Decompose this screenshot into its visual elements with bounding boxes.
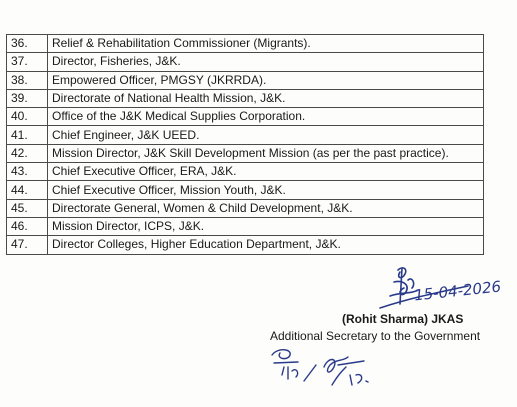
row-text: Directorate of National Health Mission, J&K. xyxy=(48,89,484,107)
officer-name: (Rohit Sharma) JKAS xyxy=(342,312,464,326)
row-text: Mission Director, J&K Skill Development Mission (as per the past practice). xyxy=(48,144,484,162)
row-text: Director, Fisheries, J&K. xyxy=(48,53,484,71)
row-text: Office of the J&K Medical Supplies Corporation. xyxy=(48,108,484,126)
table-row xyxy=(7,163,484,181)
signature-date: 15-04-2026 xyxy=(413,277,502,305)
table-row xyxy=(7,53,484,71)
table-row xyxy=(7,236,484,254)
row-text: Chief Engineer, J&K UEED. xyxy=(48,126,484,144)
table-row xyxy=(7,71,484,89)
table-row xyxy=(7,199,484,217)
row-text: Mission Director, ICPS, J&K. xyxy=(48,217,484,235)
table-row xyxy=(7,217,484,235)
distribution-list-table xyxy=(6,34,484,255)
row-text: Empowered Officer, PMGSY (JKRRDA). xyxy=(48,71,484,89)
row-number: 38. xyxy=(7,71,48,89)
row-number: 44. xyxy=(7,181,48,199)
table-row xyxy=(7,181,484,199)
table-row xyxy=(7,108,484,126)
row-number: 36. xyxy=(7,35,48,53)
table-row xyxy=(7,126,484,144)
table-row xyxy=(7,144,484,162)
row-text: Chief Executive Officer, ERA, J&K. xyxy=(48,163,484,181)
row-number: 47. xyxy=(7,236,48,254)
table-row xyxy=(7,35,484,53)
row-number: 41. xyxy=(7,126,48,144)
row-text: Relief & Rehabilitation Commissioner (Migrants). xyxy=(48,35,484,53)
handwritten-signature xyxy=(350,262,510,322)
row-number: 46. xyxy=(7,217,48,235)
table-row xyxy=(7,89,484,107)
officer-designation: Additional Secretary to the Government xyxy=(270,329,481,343)
row-number: 45. xyxy=(7,199,48,217)
row-number: 39. xyxy=(7,89,48,107)
handwritten-initials xyxy=(268,345,428,390)
row-text: Directorate General, Women & Child Development, J&K. xyxy=(48,199,484,217)
row-number: 43. xyxy=(7,163,48,181)
row-number: 40. xyxy=(7,108,48,126)
row-text: Chief Executive Officer, Mission Youth, J&K. xyxy=(48,181,484,199)
row-text: Director Colleges, Higher Education Department, J&K. xyxy=(48,236,484,254)
row-number: 37. xyxy=(7,53,48,71)
row-number: 42. xyxy=(7,144,48,162)
